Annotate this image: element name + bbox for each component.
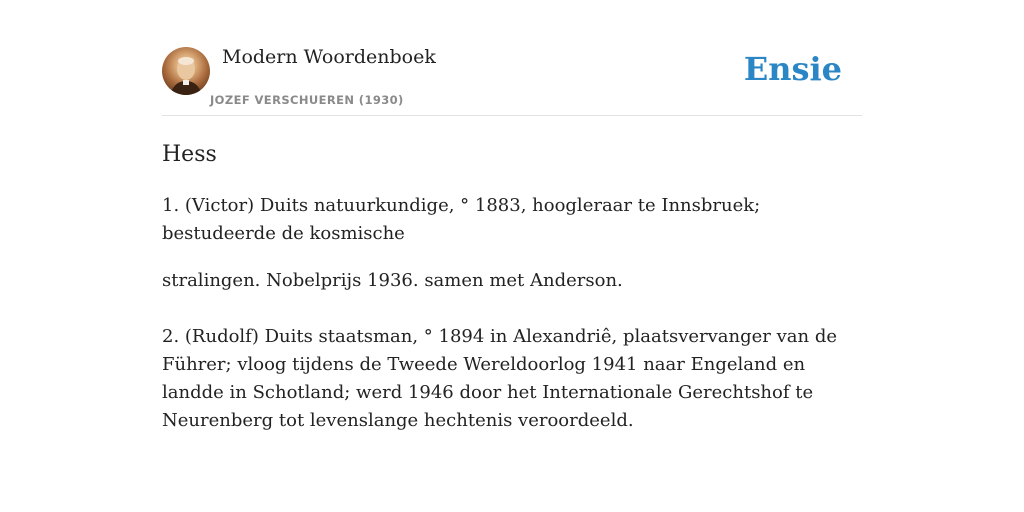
entry-header bbox=[162, 40, 862, 116]
entry-paragraph-1: 1. (Victor) Duits natuurkundige, ° 1883, hoogleraar te Innsbruek; bestudeerde de kosmische bbox=[162, 195, 761, 244]
entry-paragraph-2: stralingen. Nobelprijs 1936. samen met Anderson. bbox=[162, 270, 623, 291]
author-avatar[interactable] bbox=[162, 47, 210, 95]
entry-paragraph-3: 2. (Rudolf) Duits staatsman, ° 1894 in Alexandriê, plaatsvervanger van de Führer; vloog tijdens de Tweede Wereldoorlog 1941 naar Engeland en landde in Schotland; werd 1946 door het Internationale Gerechtshof te Neurenberg tot levenslange hechtenis veroordeeld. bbox=[162, 326, 838, 431]
entry-headword: Hess bbox=[162, 142, 217, 167]
author-portrait-icon bbox=[162, 47, 210, 95]
dictionary-entry bbox=[162, 140, 862, 435]
author-name[interactable]: JOZEF VERSCHUEREN (1930) bbox=[210, 93, 404, 107]
ensie-logo[interactable]: Ensie bbox=[743, 50, 842, 88]
book-title[interactable]: Modern Woordenboek bbox=[222, 46, 436, 68]
